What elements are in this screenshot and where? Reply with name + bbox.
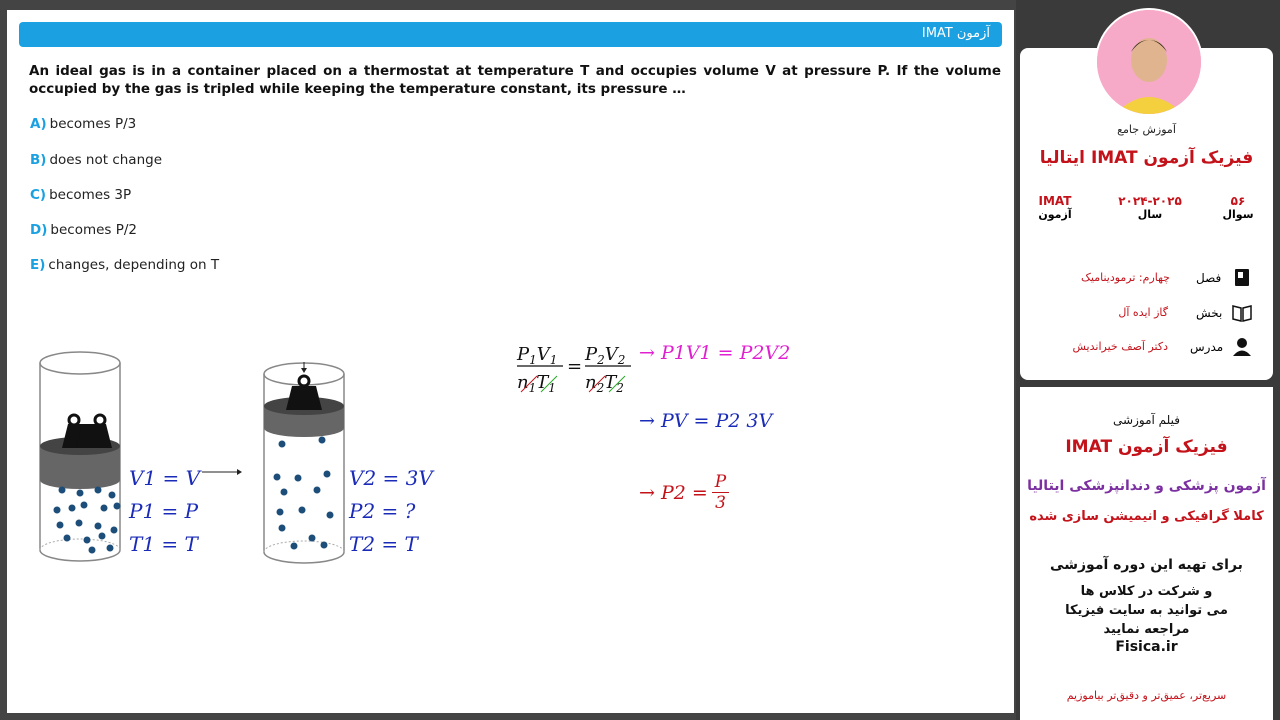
- step3-lhs: → P2 =: [639, 481, 708, 504]
- promo-line-4: کاملا گرافیکی و انیمیشن سازی شده: [1029, 509, 1264, 524]
- svg-text:=: =: [567, 356, 583, 377]
- initial-volume: V1 = V: [129, 466, 201, 490]
- open-book-icon: [1231, 303, 1253, 323]
- option-text: does not change: [49, 152, 163, 168]
- promo-line-7: می توانید به سایت فیزیکا: [1065, 603, 1228, 618]
- stat-label: آزمون: [1038, 208, 1072, 221]
- initial-temperature: T1 = T: [129, 532, 198, 556]
- option-d[interactable]: [30, 222, 137, 238]
- option-text: changes, depending on T: [48, 257, 220, 273]
- option-text: becomes 3P: [49, 187, 132, 203]
- promo-card: [1020, 387, 1273, 720]
- stat-questions: [1218, 194, 1258, 221]
- instructor-avatar: [1095, 8, 1203, 116]
- promo-line-1: فیلم آموزشی: [1113, 413, 1180, 427]
- final-temperature: T2 = T: [349, 532, 418, 556]
- option-letter: B): [30, 152, 47, 168]
- detail-label: فصل: [1196, 271, 1222, 285]
- cylinder-left: [40, 352, 120, 561]
- person-icon: [1232, 337, 1252, 357]
- detail-value: چهارم: ترمودینامیک: [1081, 271, 1170, 284]
- svg-text:n1T1: $n_1T_1$: [517, 372, 556, 395]
- step3-numerator: P: [712, 472, 729, 493]
- svg-text:P2V2: $P_2V_2$: [585, 344, 626, 367]
- stat-year: [1100, 194, 1200, 221]
- option-letter: A): [30, 116, 47, 132]
- option-e[interactable]: [30, 257, 219, 273]
- detail-value: دکتر آصف خیراندیش: [1072, 340, 1168, 353]
- option-letter: E): [30, 257, 46, 273]
- initial-state-labels: [129, 462, 200, 561]
- svg-text:n2T2: $n_2T_2$: [585, 372, 624, 395]
- option-c[interactable]: [30, 187, 131, 203]
- option-text: becomes P/2: [50, 222, 138, 238]
- option-letter: D): [30, 222, 48, 238]
- gas-particles-left: [54, 487, 121, 554]
- option-b[interactable]: [30, 152, 162, 168]
- detail-value: گاز ایده آل: [1118, 306, 1168, 319]
- gas-law-equation: [515, 330, 635, 400]
- option-letter: C): [30, 187, 47, 203]
- stat-value: IMAT: [1038, 194, 1072, 208]
- cylinder-right: [264, 362, 344, 563]
- promo-line-3: آزمون پزشکی و دندانپزشکی ایتالیا: [1027, 478, 1266, 494]
- gas-particles-right: [274, 437, 334, 550]
- final-pressure: P2 = ?: [349, 499, 416, 523]
- detail-label: بخش: [1196, 306, 1223, 320]
- detail-row-section: [1020, 303, 1273, 323]
- course-subtitle: آموزش جامع: [1117, 123, 1176, 136]
- stat-label: سوال: [1222, 208, 1254, 221]
- initial-pressure: P1 = P: [129, 499, 199, 523]
- detail-label: مدرس: [1190, 340, 1224, 354]
- instructor-photo: [1097, 10, 1201, 114]
- stat-value: ۲۰۲۴-۲۰۲۵: [1118, 194, 1182, 208]
- promo-slogan: سریع‌تر، عمیق‌تر و دقیق‌تر بیاموزیم: [1066, 689, 1227, 702]
- book-icon: [1233, 268, 1251, 288]
- promo-line-8: مراجعه نمایید: [1103, 622, 1190, 637]
- stat-label: سال: [1137, 208, 1163, 221]
- final-volume: V2 = 3V: [349, 466, 433, 490]
- step3-fraction: [712, 472, 729, 513]
- promo-site-link[interactable]: Fisica.ir: [1115, 639, 1178, 655]
- stat-value: ۵۶: [1230, 194, 1246, 208]
- solution-step-2: → PV = P2 3V: [639, 410, 773, 432]
- promo-line-2: فیزیک آزمون IMAT: [1065, 437, 1228, 457]
- option-text: becomes P/3: [49, 116, 137, 132]
- final-state-labels: [349, 462, 433, 561]
- step3-denominator: 3: [715, 493, 726, 513]
- question-text: An ideal gas is in a container placed on a thermostat at temperature T and occupies volume V at pressure P. If the volume occupied by the gas is tripled while keeping the temperature constant, its pressure …: [29, 63, 1001, 97]
- solution-step-1: → P1V1 = P2V2: [639, 342, 791, 364]
- slide-area: [7, 10, 1014, 713]
- detail-row-chapter: [1020, 268, 1273, 288]
- stat-exam: [1030, 194, 1080, 221]
- option-a[interactable]: [30, 116, 136, 132]
- course-title: فیزیک آزمون IMAT ایتالیا: [1039, 148, 1254, 168]
- svg-text:P1V1: $P_1V_1$: [517, 344, 558, 367]
- promo-line-6: و شرکت در کلاس ها: [1080, 584, 1213, 599]
- header-bar: [19, 22, 1002, 47]
- detail-row-instructor: [1020, 337, 1273, 357]
- promo-line-5: برای تهیه این دوره آموزشی: [1050, 557, 1243, 573]
- header-title: آزمون IMAT: [921, 26, 990, 41]
- solution-step-3: [639, 472, 729, 513]
